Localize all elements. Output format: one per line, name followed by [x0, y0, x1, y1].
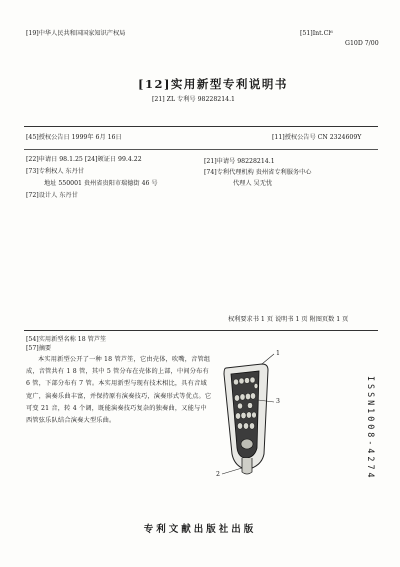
publisher-footer: 专利文献出版社出版 — [143, 524, 257, 535]
abstract-label: [57]摘要 — [26, 345, 52, 352]
header-rule — [24, 126, 378, 127]
grant-date: [45]授权公告日 1999年 6月 16日 — [26, 134, 122, 141]
issn-vertical-code: ISSN1008-4274 — [366, 376, 376, 481]
issuing-office: [19]中华人民共和国国家知识产权局 — [26, 30, 126, 37]
document-title: [12]实用新型专利说明书 — [138, 77, 288, 91]
class-code: G10D 7/00 — [345, 40, 379, 47]
patentee: [73]专利权人 东丹甘 — [26, 168, 84, 175]
patent-number: [21] ZL 专利号 98228214.1 — [152, 96, 235, 103]
page-count-info: 权利要求书 1 页 说明书 1 页 附图页数 1 页 — [228, 316, 349, 323]
patent-agent: 代理人 吴无忧 — [233, 180, 273, 187]
grant-publication-number: [11]授权公告号 CN 2324609Y — [272, 134, 362, 141]
lusheng-figure — [212, 350, 292, 480]
grant-rule — [24, 149, 378, 150]
section-rule — [24, 330, 378, 331]
figure-label-1: 1 — [276, 350, 280, 357]
application-number: [21]申请号 98228214.1 — [204, 158, 275, 165]
patentee-address: 地址 550001 贵州省贵阳市瑞德街 46 号 — [44, 180, 158, 187]
patent-agency: [74]专利代理机构 贵州省专利服务中心 — [204, 169, 312, 176]
inventor: [72]设计人 东丹甘 — [26, 192, 78, 199]
utility-model-name: [54]实用新型名称 18 管芦笙 — [26, 336, 107, 343]
abstract-text: 本实用新型公开了一种 18 管芦笙，它由壳体，吹嘴，音管组成，音管共有 1 8 管，其中 5 管分布在壳体的上部，中间分布有 6 管，下部分布有 7 管。本实用新型与现有技术相比，具有音域宽广，演奏乐曲丰富，并保持原有演奏技巧，演奏形式等优点。它可变 21 音，转 4 个调，既能演奏技巧复杂的独奏曲，又能与中西管弦乐队结合演奏大型乐曲。 — [26, 356, 212, 425]
figure-label-2: 2 — [216, 471, 220, 478]
figure-label-3: 3 — [276, 398, 280, 405]
filing-date: [22]申请日 98.1.25 [24]颁证日 99.4.22 — [26, 156, 142, 163]
int-cl-label: [51]Int.Cl⁶ — [300, 30, 333, 37]
